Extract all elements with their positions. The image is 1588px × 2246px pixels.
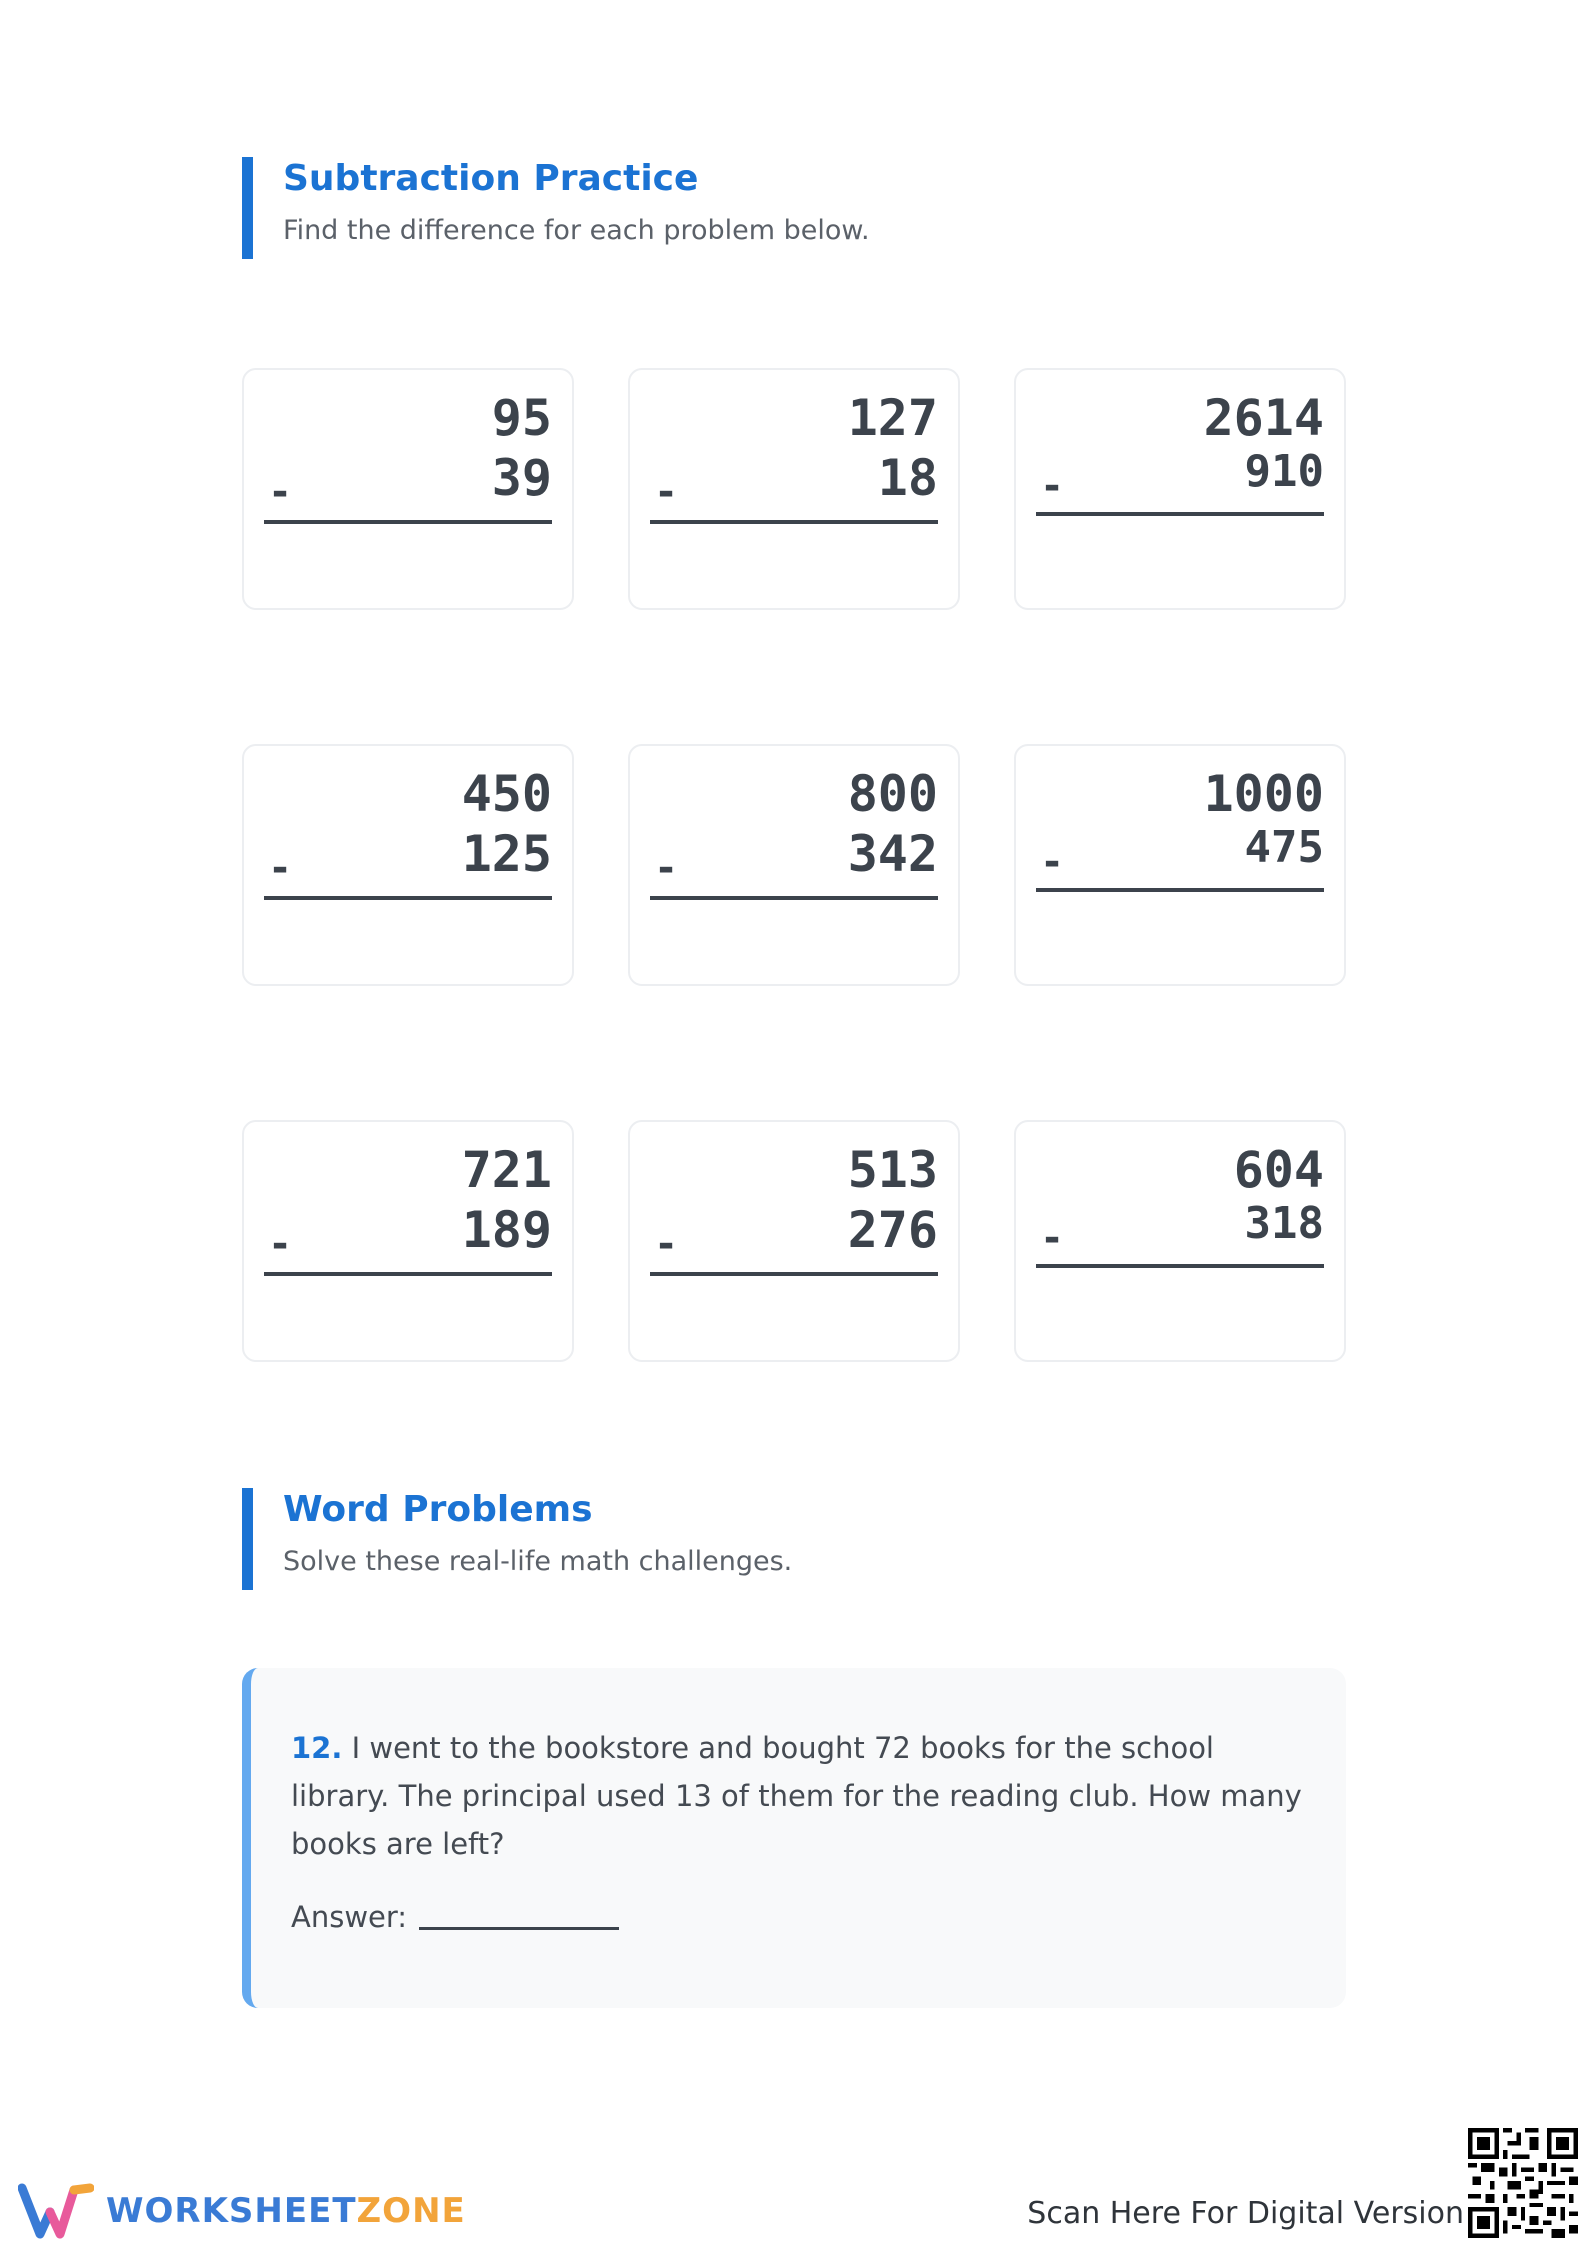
subtrahend: 125	[461, 825, 552, 883]
subtrahend: 189	[461, 1201, 552, 1259]
subtrahend: 318	[1244, 1198, 1324, 1249]
minuend: 450	[461, 765, 552, 823]
minus-sign: -	[654, 1221, 679, 1267]
problem-number: 12.	[291, 1731, 343, 1765]
minuend: 721	[461, 1141, 552, 1199]
minuend: 800	[847, 765, 938, 823]
problem-text	[291, 1724, 1306, 1868]
section-subtitle: Find the difference for each problem below.	[283, 215, 870, 246]
answer-label: Answer:	[291, 1900, 408, 1934]
problem-card	[1014, 1120, 1346, 1362]
qr-code-icon[interactable]	[1468, 2128, 1578, 2238]
minuend: 604	[1233, 1141, 1324, 1199]
subtrahend: 18	[877, 449, 938, 507]
problem-card	[628, 1120, 960, 1362]
logo-w-icon	[18, 2182, 94, 2240]
minuend: 2614	[1203, 389, 1324, 447]
answer-rule	[1036, 1264, 1324, 1268]
minus-sign: -	[654, 845, 679, 891]
minuend: 1000	[1203, 765, 1324, 823]
problem-grid	[242, 368, 1346, 1362]
answer-rule	[1036, 512, 1324, 516]
problem-card	[242, 1120, 574, 1362]
minus-sign: -	[1040, 463, 1065, 509]
problem-card	[628, 368, 960, 610]
minus-sign: -	[268, 845, 293, 891]
logo-text: WORKSHEETZONE	[106, 2191, 466, 2231]
answer-rule	[264, 896, 552, 900]
minus-sign: -	[1040, 839, 1065, 885]
problem-body: I went to the bookstore and bought 72 books for the school library. The principal used 13 of them for the reading club. How many books are left?	[291, 1731, 1302, 1861]
answer-rule	[264, 520, 552, 524]
minus-sign: -	[268, 469, 293, 515]
minus-sign: -	[268, 1221, 293, 1267]
answer-rule	[650, 1272, 938, 1276]
answer-rule	[650, 896, 938, 900]
word-problem-box	[242, 1668, 1346, 2008]
problem-card	[242, 368, 574, 610]
problem-card	[1014, 744, 1346, 986]
answer-blank[interactable]	[419, 1927, 619, 1930]
section-title: Subtraction Practice	[283, 158, 699, 199]
problem-card	[628, 744, 960, 986]
answer-rule	[1036, 888, 1324, 892]
answer-row	[291, 1900, 1306, 1934]
subtrahend: 475	[1244, 822, 1324, 873]
section-header-subtraction	[242, 157, 1342, 259]
section-title: Word Problems	[283, 1489, 593, 1530]
minuend: 513	[847, 1141, 938, 1199]
subtrahend: 39	[491, 449, 552, 507]
problem-card	[242, 744, 574, 986]
minuend: 95	[491, 389, 552, 447]
subtrahend: 342	[847, 825, 938, 883]
subtrahend: 276	[847, 1201, 938, 1259]
minus-sign: -	[1040, 1215, 1065, 1261]
section-header-word-problems	[242, 1488, 1342, 1590]
subtrahend: 910	[1244, 446, 1324, 497]
minus-sign: -	[654, 469, 679, 515]
problem-card	[1014, 368, 1346, 610]
minuend: 127	[847, 389, 938, 447]
worksheetzone-logo	[18, 2182, 466, 2240]
answer-rule	[264, 1272, 552, 1276]
section-subtitle: Solve these real-life math challenges.	[283, 1546, 793, 1577]
answer-rule	[650, 520, 938, 524]
scan-text: Scan Here For Digital Version	[1027, 2196, 1464, 2231]
